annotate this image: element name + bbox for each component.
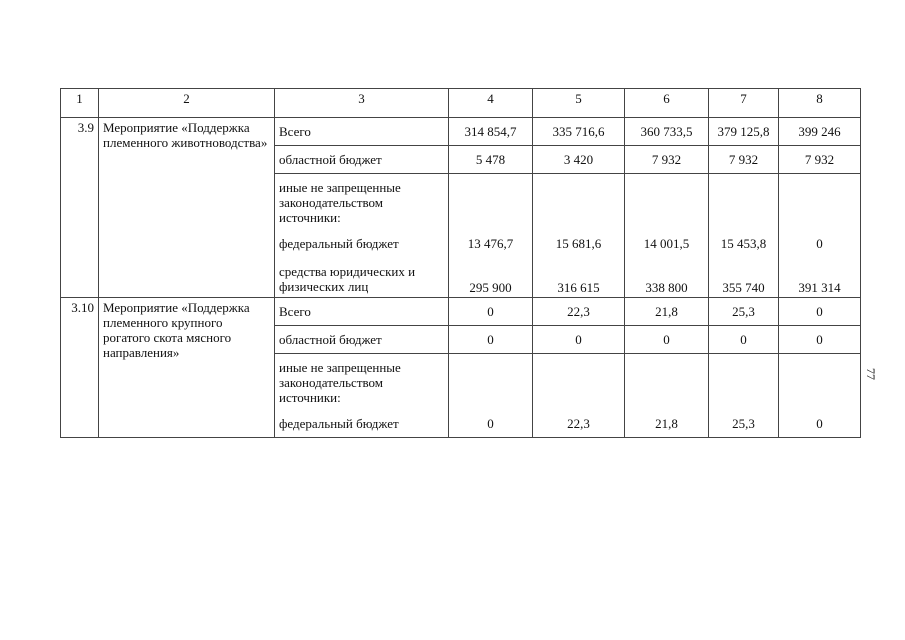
row-label: средства юридических и физических лиц [275,258,449,298]
value-cell: 0 [779,326,861,354]
value-cell: 0 [449,298,533,326]
header-cell: 7 [709,89,779,118]
value-cell: 21,8 [625,298,709,326]
section-number: 3.10 [61,298,99,438]
header-cell: 5 [533,89,625,118]
value-cell: 0 [449,326,533,354]
value-cell: 22,3 [533,410,625,438]
value-cell: 0 [709,326,779,354]
value-cell: 7 932 [625,146,709,174]
value-cell: 15 681,6 [533,230,625,258]
value-cell: 13 476,7 [449,230,533,258]
value-cell: 0 [533,326,625,354]
header-row [61,89,861,118]
value-cell: 338 800 [625,258,709,298]
value-cell: 0 [449,410,533,438]
value-cell [449,174,533,230]
section-title: Мероприятие «Поддержка племенного крупного рогатого скота мясного направления» [99,298,275,438]
value-cell: 7 932 [709,146,779,174]
value-cell: 314 854,7 [449,118,533,146]
value-cell: 3 420 [533,146,625,174]
row-label: Всего [275,298,449,326]
value-cell: 335 716,6 [533,118,625,146]
row-label: Всего [275,118,449,146]
value-cell [779,174,861,230]
value-cell [533,174,625,230]
value-cell: 21,8 [625,410,709,438]
budget-table [60,88,861,438]
header-cell: 1 [61,89,99,118]
row-label: иные не запрещенные законодательством источники: [275,174,449,230]
row-label: областной бюджет [275,326,449,354]
value-cell [709,174,779,230]
value-cell: 0 [779,298,861,326]
section-title: Мероприятие «Поддержка племенного животноводства» [99,118,275,298]
value-cell: 0 [779,410,861,438]
value-cell: 360 733,5 [625,118,709,146]
section-number: 3.9 [61,118,99,298]
table-row [61,298,861,326]
row-label: федеральный бюджет [275,410,449,438]
value-cell: 5 478 [449,146,533,174]
value-cell [625,354,709,410]
value-cell: 316 615 [533,258,625,298]
row-label: областной бюджет [275,146,449,174]
value-cell: 7 932 [779,146,861,174]
value-cell [709,354,779,410]
value-cell: 379 125,8 [709,118,779,146]
value-cell [449,354,533,410]
row-label: федеральный бюджет [275,230,449,258]
page-number: 77 [864,368,878,380]
value-cell: 15 453,8 [709,230,779,258]
header-cell: 6 [625,89,709,118]
value-cell: 25,3 [709,410,779,438]
value-cell: 295 900 [449,258,533,298]
value-cell: 355 740 [709,258,779,298]
value-cell: 22,3 [533,298,625,326]
table-row [61,118,861,146]
value-cell [625,174,709,230]
header-cell: 2 [99,89,275,118]
row-label: иные не запрещенные законодательством источники: [275,354,449,410]
header-cell: 4 [449,89,533,118]
header-cell: 3 [275,89,449,118]
value-cell: 399 246 [779,118,861,146]
header-cell: 8 [779,89,861,118]
value-cell: 0 [625,326,709,354]
value-cell [779,354,861,410]
value-cell: 391 314 [779,258,861,298]
value-cell: 14 001,5 [625,230,709,258]
value-cell [533,354,625,410]
value-cell: 25,3 [709,298,779,326]
value-cell: 0 [779,230,861,258]
